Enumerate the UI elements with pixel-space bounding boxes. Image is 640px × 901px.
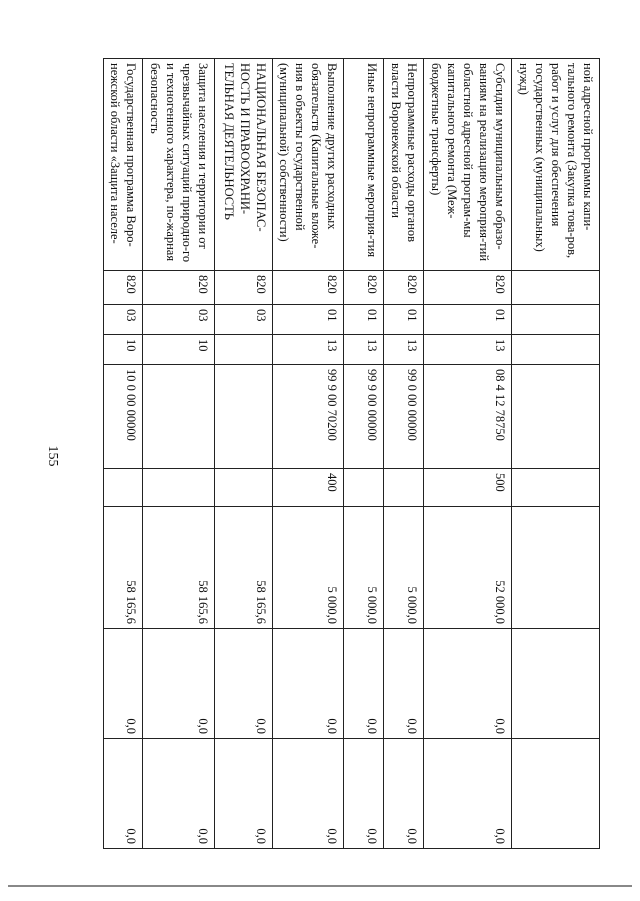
row-name: Субсидии муниципальным образо-ваниям на реализацию мероприя-тий областной адресной програм-мы капитального ремонта (Меж-бюджетные трансферты): [424, 59, 512, 271]
vr-cell: [344, 469, 384, 507]
vr-cell: [143, 469, 215, 507]
sum-cell-2: 0,0: [143, 629, 215, 739]
sum-cell-2: [512, 629, 600, 739]
table-row: [215, 59, 273, 849]
rz-cell: 01: [344, 305, 384, 335]
page-number: 155: [45, 445, 60, 467]
table-row: [104, 59, 143, 849]
vr-cell: [512, 469, 600, 507]
rz-cell: 03: [104, 305, 143, 335]
csr-cell: [512, 365, 600, 469]
pr-cell: 13: [344, 335, 384, 365]
sum-cell-2: 0,0: [273, 629, 344, 739]
pr-cell: [215, 335, 273, 365]
row-name: Государственная программа Воро-нежской области «Защита населе-: [104, 59, 143, 271]
csr-cell: 99 0 00 00000: [384, 365, 424, 469]
rz-cell: [512, 305, 600, 335]
grbs-cell: 820: [143, 271, 215, 305]
table-row: [143, 59, 215, 849]
table-row: [273, 59, 344, 849]
sum-cell-2: 0,0: [104, 629, 143, 739]
pr-cell: 10: [143, 335, 215, 365]
sum-cell-1: [512, 507, 600, 629]
sum-cell-1: 5 000,0: [344, 507, 384, 629]
budget-table: [103, 58, 600, 849]
vr-cell: 400: [273, 469, 344, 507]
grbs-cell: 820: [424, 271, 512, 305]
rz-cell: 01: [273, 305, 344, 335]
grbs-cell: 820: [104, 271, 143, 305]
rz-cell: 03: [143, 305, 215, 335]
grbs-cell: 820: [384, 271, 424, 305]
row-name: Иные непрограммные мероприя-тия: [344, 59, 384, 271]
sum-cell-1: 5 000,0: [384, 507, 424, 629]
sum-cell-3: 0,0: [215, 739, 273, 849]
sum-cell-2: 0,0: [344, 629, 384, 739]
grbs-cell: [512, 271, 600, 305]
grbs-cell: 820: [344, 271, 384, 305]
table-row: [512, 59, 600, 849]
sum-cell-2: 0,0: [424, 629, 512, 739]
pr-cell: 10: [104, 335, 143, 365]
csr-cell: 99 9 00 70200: [273, 365, 344, 469]
vr-cell: 500: [424, 469, 512, 507]
table-row: [344, 59, 384, 849]
row-name: Выполнение других расходных обязательств (Капитальные вложе-ния в объекты государственной (муниципальной) собственности): [273, 59, 344, 271]
sum-cell-3: [512, 739, 600, 849]
sum-cell-1: 5 000,0: [273, 507, 344, 629]
sum-cell-3: 0,0: [273, 739, 344, 849]
sum-cell-3: 0,0: [344, 739, 384, 849]
sum-cell-3: 0,0: [143, 739, 215, 849]
row-name: Защита населения и территории от чрезвычайных ситуаций природно-го и техногенного характера, по-жарная безопасность: [143, 59, 215, 271]
sum-cell-3: 0,0: [424, 739, 512, 849]
sum-cell-2: 0,0: [384, 629, 424, 739]
rotated-page-content: [110, 58, 600, 848]
rz-cell: 01: [384, 305, 424, 335]
table-row: [384, 59, 424, 849]
row-name: ной адресной программы капи-тального ремонта (Закупка това-ров, работ и услуг для обеспечения государственных (муниципальных) нужд): [512, 59, 600, 271]
grbs-cell: 820: [273, 271, 344, 305]
vr-cell: [384, 469, 424, 507]
row-name: Непрограммные расходы органов власти Воронежской области: [384, 59, 424, 271]
vr-cell: [215, 469, 273, 507]
sum-cell-1: 58 165,6: [215, 507, 273, 629]
pr-cell: 13: [384, 335, 424, 365]
grbs-cell: 820: [215, 271, 273, 305]
csr-cell: 10 0 00 00000: [104, 365, 143, 469]
csr-cell: 99 9 00 00000: [344, 365, 384, 469]
sum-cell-3: 0,0: [104, 739, 143, 849]
table-row: [424, 59, 512, 849]
csr-cell: [215, 365, 273, 469]
sum-cell-3: 0,0: [384, 739, 424, 849]
pr-cell: 13: [424, 335, 512, 365]
pr-cell: [512, 335, 600, 365]
row-name: НАЦИОНАЛЬНАЯ БЕЗОПАС-НОСТЬ И ПРАВООХРАНИ-ТЕЛЬНАЯ ДЕЯТЕЛЬНОСТЬ: [215, 59, 273, 271]
rz-cell: 03: [215, 305, 273, 335]
csr-cell: [143, 365, 215, 469]
sum-cell-1: 58 165,6: [104, 507, 143, 629]
sum-cell-1: 58 165,6: [143, 507, 215, 629]
pr-cell: 13: [273, 335, 344, 365]
csr-cell: 08 4 12 78750: [424, 365, 512, 469]
scan-edge-line: [8, 885, 632, 887]
sum-cell-2: 0,0: [215, 629, 273, 739]
rz-cell: 01: [424, 305, 512, 335]
sum-cell-1: 52 000,0: [424, 507, 512, 629]
vr-cell: [104, 469, 143, 507]
